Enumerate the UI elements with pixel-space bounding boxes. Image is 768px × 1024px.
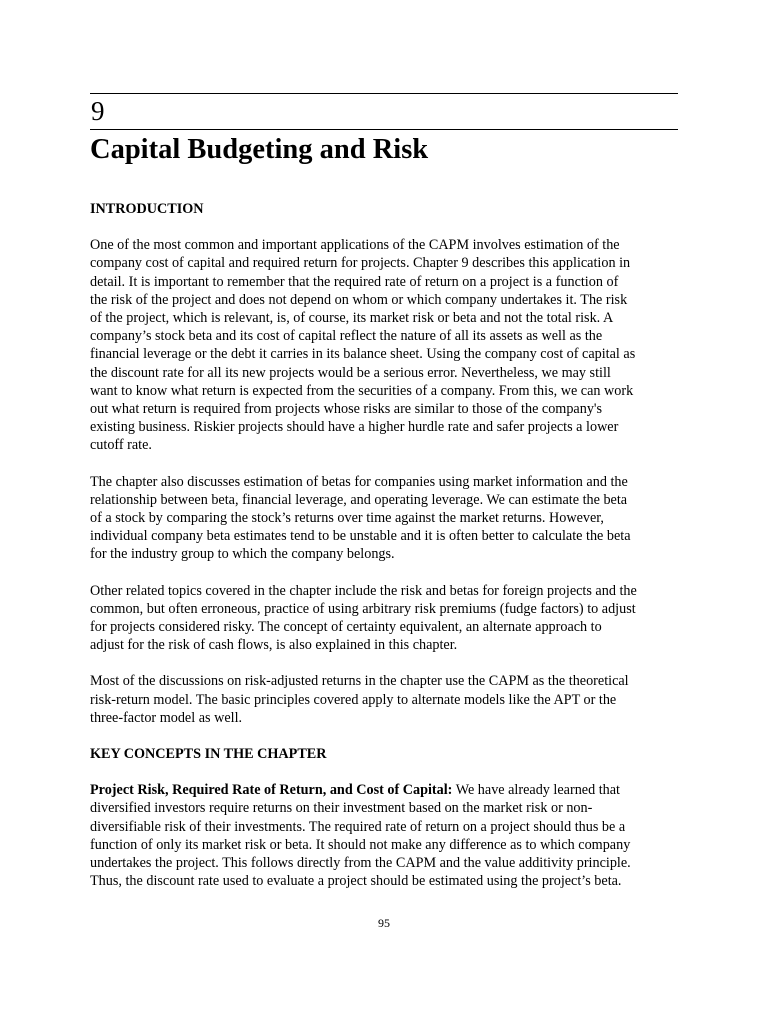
paragraph-line: want to know what return is expected from the securities of a company. From this, we can work	[90, 382, 634, 399]
paragraph-line: Thus, the discount rate used to evaluate a project should be estimated using the project’s beta.	[90, 873, 622, 890]
paragraph-line: the risk of the project and does not depend on whom or which company undertakes it. The risk	[90, 291, 628, 308]
paragraph-line: existing business. Riskier projects should have a higher hurdle rate and safer projects a lower	[90, 419, 619, 436]
key-concept-run-in: Project Risk, Required Rate of Return, and Cost of Capital:	[90, 782, 453, 799]
paragraph-line: for the industry group to which the company belongs.	[90, 546, 395, 563]
paragraph-line: financial leverage or the debt it carries in its balance sheet. Using the company cost of capital as	[90, 346, 636, 363]
chapter-rule	[90, 129, 678, 130]
paragraph-line: detail. It is important to remember that the required rate of return on a project is a function of	[90, 273, 619, 290]
page-number: 95	[378, 916, 390, 930]
paragraph-line: cutoff rate.	[90, 437, 152, 454]
paragraph-line: common, but often erroneous, practice of using arbitrary risk premiums (fudge factors) to adjust	[90, 600, 636, 617]
key-concepts-heading: KEY CONCEPTS IN THE CHAPTER	[90, 746, 327, 763]
paragraph-line: the discount rate for all its new projects would be a serious error. Nevertheless, we may still	[90, 364, 611, 381]
paragraph-line: diversified investors require returns on their investment based on the market risk or non-	[90, 800, 593, 817]
paragraph-line: function of only its market risk or beta. It should not make any difference as to which company	[90, 836, 631, 853]
chapter-number: 9	[91, 96, 105, 126]
chapter-title: Capital Budgeting and Risk	[90, 134, 429, 165]
body-paragraph	[90, 582, 678, 655]
paragraph-line: for projects considered risky. The concept of certainty equivalent, an alternate approach to	[90, 619, 602, 636]
top-rule	[90, 93, 678, 94]
paragraph-line: adjust for the risk of cash flows, is also explained in this chapter.	[90, 637, 458, 654]
body-paragraph	[90, 672, 678, 727]
key-concept-first-line	[90, 781, 678, 799]
body-paragraph	[90, 473, 678, 564]
paragraph-line: of the project, which is relevant, is, of course, its market risk or beta and not the total risk. A	[90, 310, 614, 327]
paragraph-line: risk-return model. The basic principles covered apply to alternate models like the APT or the	[90, 691, 617, 708]
paragraph-line: company’s stock beta and its cost of capital reflect the nature of all its assets as well as the	[90, 328, 603, 345]
body-content	[90, 200, 678, 909]
paragraph-line: three-factor model as well.	[90, 709, 243, 726]
paragraph-line: relationship between beta, financial leverage, and operating leverage. We can estimate the beta	[90, 491, 628, 508]
introduction-paragraphs	[90, 236, 678, 727]
key-concept-paragraph	[90, 781, 678, 890]
paragraph-line: diversifiable risk of their investments. The required rate of return on a project should thus be a	[90, 818, 626, 835]
paragraph-line: of a stock by comparing the stock’s returns over time against the market returns. However,	[90, 510, 604, 527]
paragraph-line: The chapter also discusses estimation of betas for companies using market information and the	[90, 473, 628, 490]
paragraph-line: Other related topics covered in the chapter include the risk and betas for foreign projects and the	[90, 582, 637, 599]
body-paragraph	[90, 236, 678, 454]
paragraph-line: out what return is required from projects whose risks are similar to those of the company's	[90, 401, 602, 418]
key-concept-first-line-text: We have already learned that	[452, 782, 620, 799]
paragraph-line: company cost of capital and required return for projects. Chapter 9 describes this application in	[90, 255, 631, 272]
paragraph-line: individual company beta estimates tend to be unstable and it is often better to calculate the beta	[90, 528, 631, 545]
introduction-heading: INTRODUCTION	[90, 201, 204, 217]
key-concept-lines	[90, 799, 678, 890]
paragraph-line: Most of the discussions on risk-adjusted returns in the chapter use the CAPM as the theoretical	[90, 673, 629, 690]
paragraph-line: One of the most common and important applications of the CAPM involves estimation of the	[90, 237, 620, 254]
paragraph-line: undertakes the project. This follows directly from the CAPM and the value additivity principle.	[90, 855, 631, 872]
